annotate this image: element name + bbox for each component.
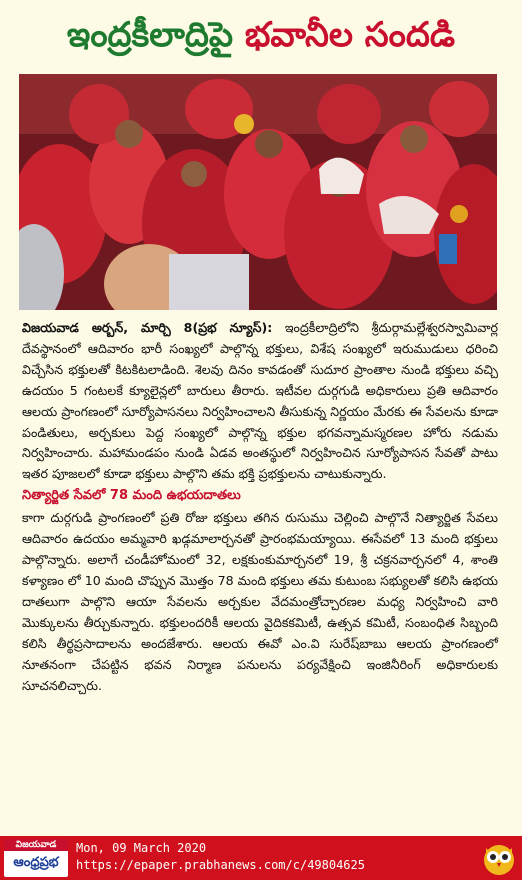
article-paragraph-1	[22, 318, 498, 485]
article-photo	[19, 74, 497, 310]
footer-bar	[0, 836, 522, 880]
edition-date: Mon, 09 March 2020	[76, 841, 207, 855]
article-paragraph-1-text: ఇంద్రకీలాద్రిలోని శ్రీదుర్గామల్లేశ్వరస్వామివార్ల దేవస్థానంలో ఆదివారం భారీ సంఖ్యలో పాల్గొన్న భక్తులు, విశేష సంఖ్యలో ఇరుముడులు ధరించి విచ్చేసిన భక్తులతో కిటకిటలాడింది. శెలవు దినం కావడంతో సుదూర ప్రాంతాల నుండి భక్తులు వచ్చి ఉదయం 5 గంటలకే క్యూలైన్లలో బారులు తీరారు. ఇటీవల దుర్గగుడి అధికారులు ప్రతి ఆదివారం ఆలయ ప్రాంగణంలో సూర్యోపాసనలు నిర్వహించాలని తీసుకున్న నిర్ణయం మేరకు ఈ సేవలను కూడా పండితులు, అర్చకులు పెద్ద సంఖ్యలో పాల్గొన్న భక్తుల భగవన్నామస్మరణల హోరు నడుమ నిర్వహించారు. మహామండపం నుండి ఏడవ అంతస్థులో నిర్వహించిన సూర్యోపాసన సేవతో పాటు ఇతర పూజలలో కూడా భక్తులు పాల్గొని తమ భక్తి ప్రభక్తులను చాటుకున్నారు.	[22, 320, 498, 482]
headline-part-green: ఇంద్రకీలాద్రిపై	[66, 15, 245, 55]
article-body	[22, 318, 498, 696]
owl-icon	[482, 840, 516, 876]
article-subheading: నిత్యార్జిత సేవలో 78 మంది ఉభయదాతలు	[22, 488, 241, 504]
article-dateline: విజయవాడ అర్బన్, మార్చి 8(ప్రభ న్యూస్):	[22, 320, 273, 335]
headline-part-red: భవానీల సందడి	[244, 15, 456, 55]
headline	[0, 0, 522, 70]
epaper-link[interactable]: https://epaper.prabhanews.com/c/49804625	[76, 858, 365, 872]
devotees-photo-icon	[19, 74, 497, 310]
article-paragraph-2: కాగా దుర్గగుడి ప్రాంగణంలో ప్రతి రోజు భక్తులు తగిన రుసుము చెల్లించి పాల్గొనే నిత్యార్జిత సేవలు ఆదివారం ఉదయం అమ్మవారి ఖడ్గమాలార్చనతో ప్రారంభమయ్యాయి. ఈసేవలో 13 మంది భక్తులు పాల్గొన్నారు. అలాగే చండీహోమంలో 32, లక్షకుంకుమార్చనలో 19, శ్రీ చక్రనవార్చనలో 4, శాంతి కళ్యాణం లో 10 మంది చొప్పున మొత్తం 78 మంది భక్తులు తమ కుటుంబ సభ్యులతో కలిసి ఉభయ దాతలుగా పాల్గొని ఆయా సేవలను అర్చకుల వేదమంత్రోచ్చారణల మధ్య నిర్వహించి వారి మొక్కులను తీర్చుకున్నారు. భక్తులందరికీ ఆలయ వైదికకమిటీ, ఉత్సవ కమిటీ, సంబంధిత సిబ్బంది కలిసి తీర్థప్రసాదాలను అందజేశారు. ఆలయ ఈవో ఎం.వి సురేష్‌బాబు ఆలయ ప్రాంగణంలో నూతనంగా చేపట్టిన భవన నిర్మాణ పనులను పర్యవేక్షించి ఇంజినీరింగ్ అధికారులకు సూచనలిచ్చారు.	[22, 510, 498, 693]
logo-name: ఆంధ్రప్రభ	[13, 855, 59, 870]
newspaper-logo	[4, 839, 68, 877]
logo-edition: విజయవాడ	[4, 839, 68, 851]
